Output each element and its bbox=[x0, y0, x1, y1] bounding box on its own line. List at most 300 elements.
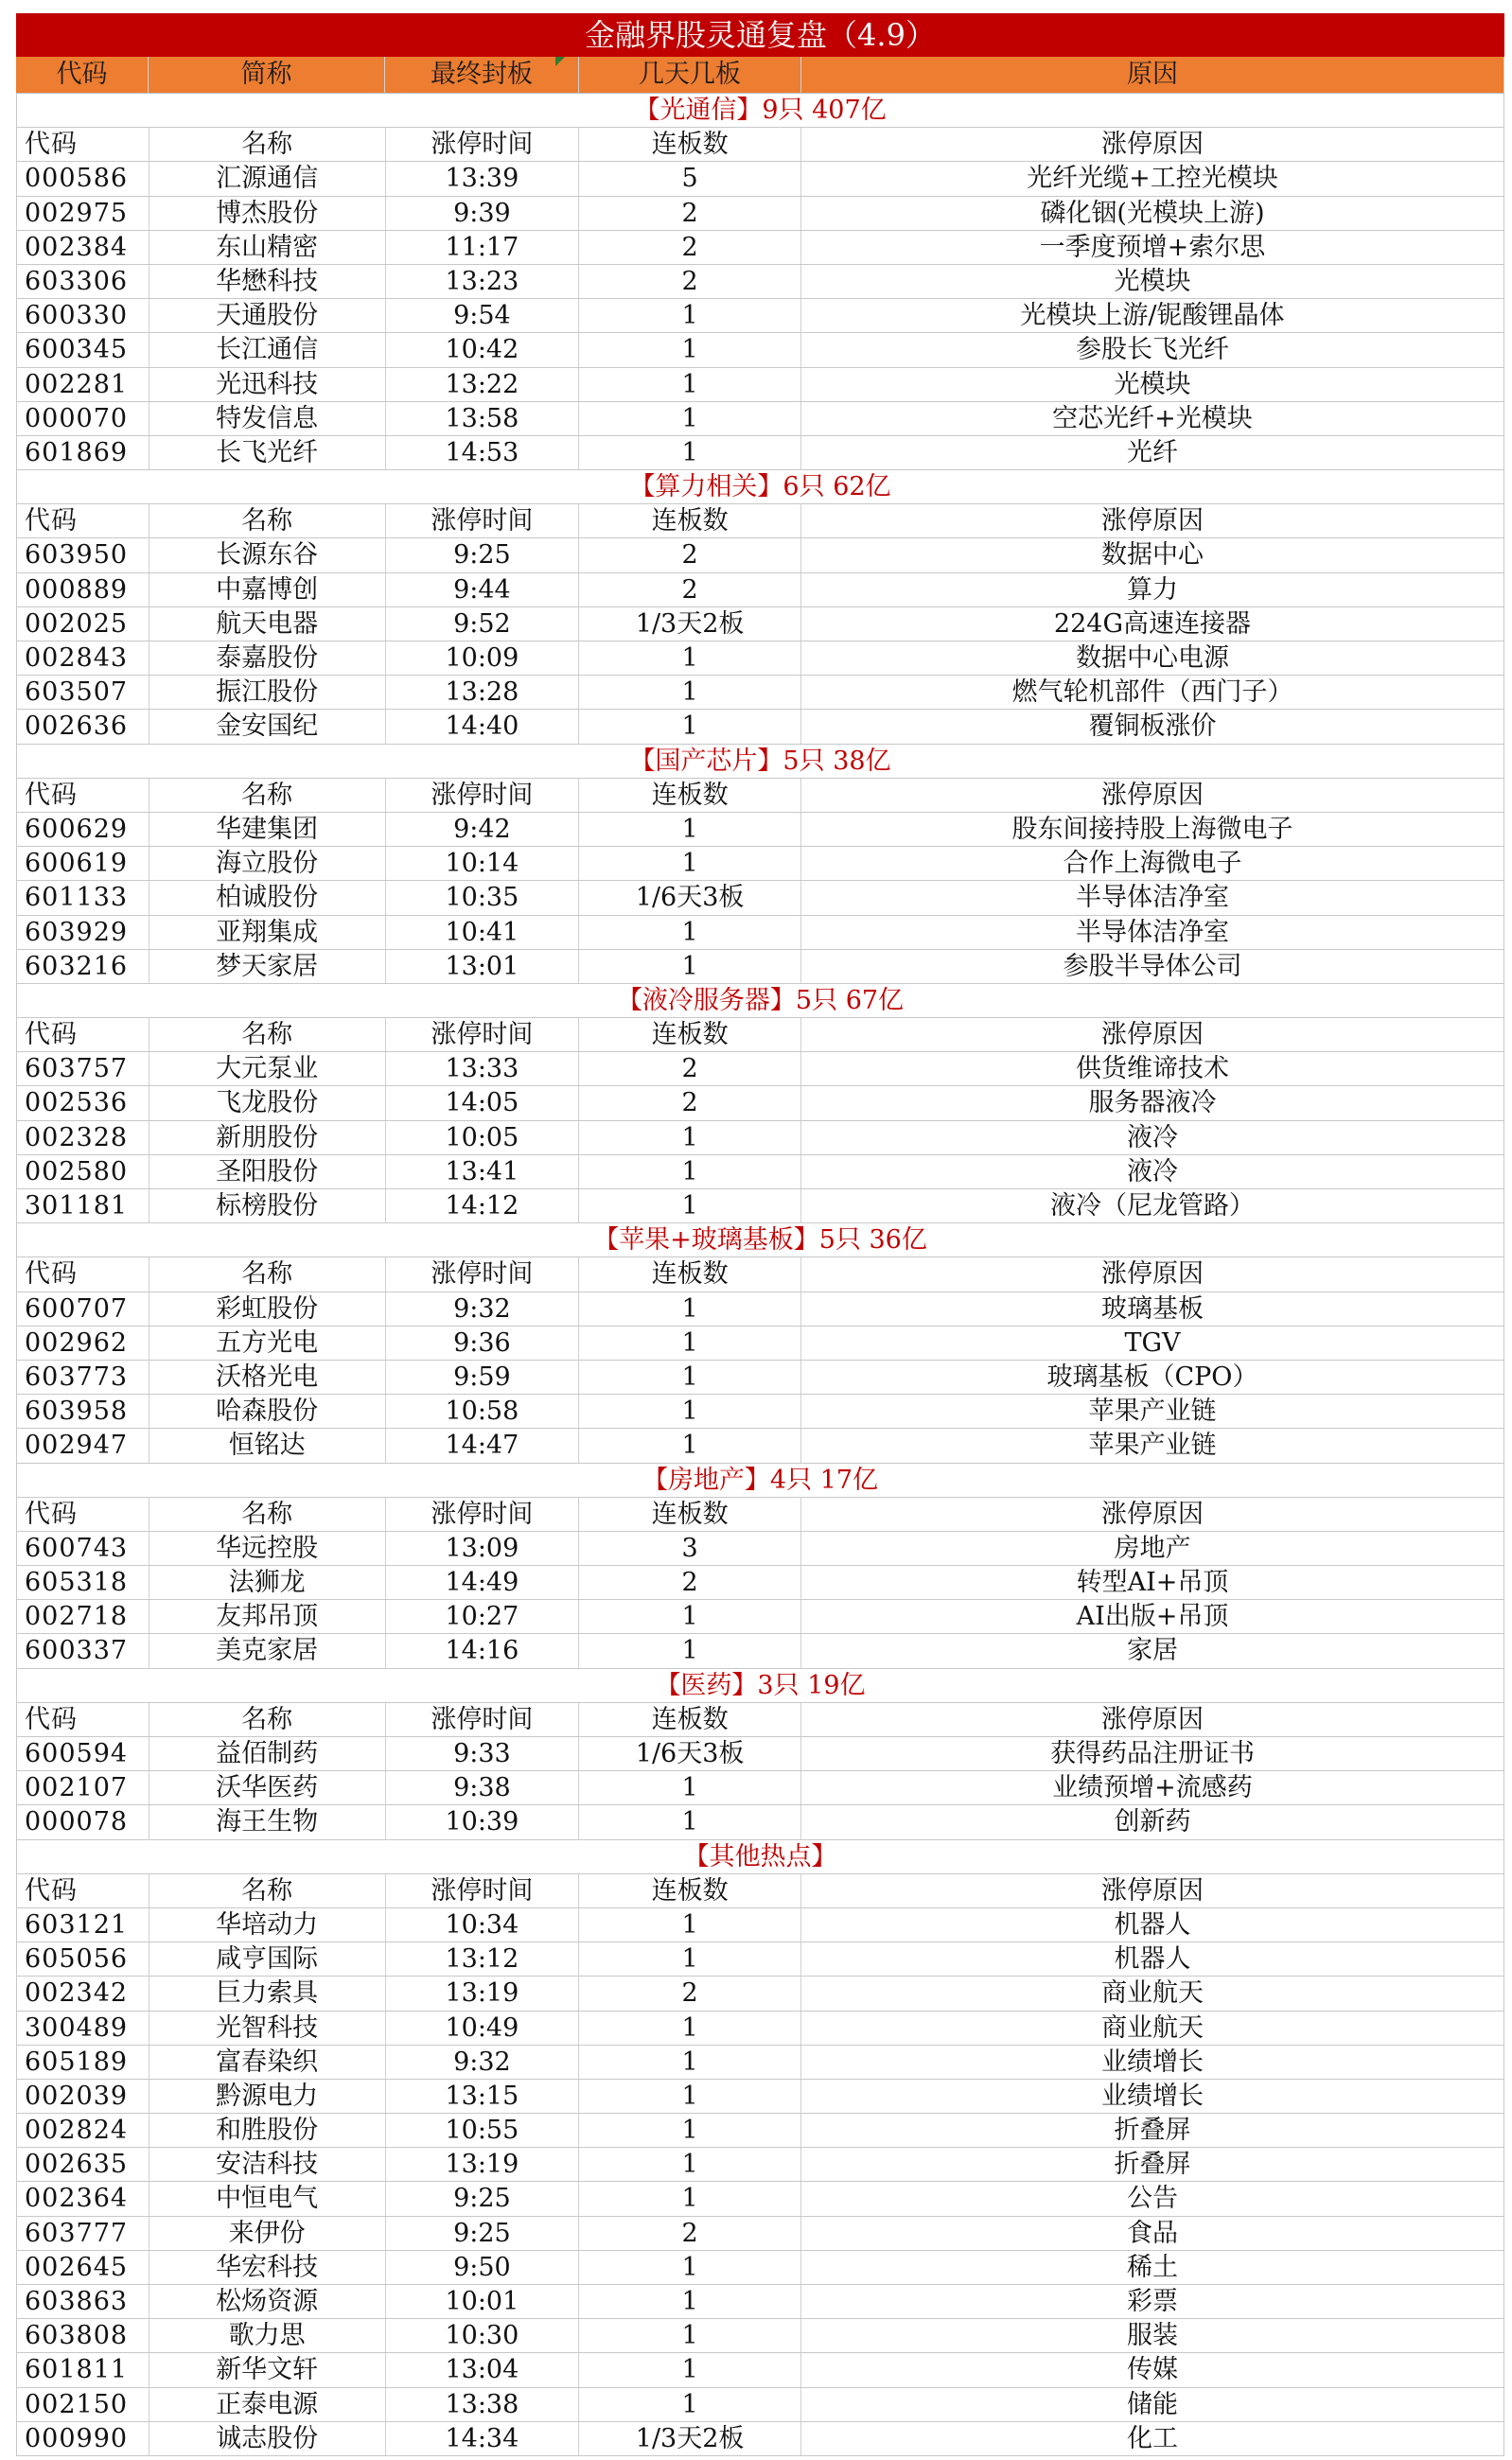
column-header-code: 代码 bbox=[17, 779, 149, 812]
cell-name: 东山精密 bbox=[149, 231, 386, 264]
sheet-body bbox=[16, 94, 1504, 2456]
section-title: 【苹果+玻璃基板】5只 36亿 bbox=[16, 1223, 1504, 1257]
cell-limit-time: 13:58 bbox=[386, 402, 580, 435]
column-header-row bbox=[16, 1498, 1504, 1532]
table-row bbox=[16, 1189, 1504, 1223]
cell-limit-time: 10:42 bbox=[386, 333, 580, 366]
column-header-limit-time: 涨停时间 bbox=[386, 1498, 580, 1531]
cell-code: 600707 bbox=[17, 1292, 149, 1326]
table-row bbox=[16, 1429, 1504, 1463]
cell-code: 002718 bbox=[17, 1600, 149, 1633]
cell-reason: TGV bbox=[1124, 1327, 1181, 1358]
cell-reason: 机器人 bbox=[1114, 1909, 1191, 1940]
table-row bbox=[16, 2182, 1504, 2216]
section-title: 【医药】3只 19亿 bbox=[16, 1669, 1504, 1703]
cell-limit-time: 14:47 bbox=[386, 1429, 580, 1462]
column-header-reason: 涨停原因 bbox=[1100, 1499, 1204, 1529]
table-row bbox=[16, 573, 1504, 607]
column-header-code: 代码 bbox=[17, 1874, 149, 1907]
cell-reason: 业绩增长 bbox=[1100, 2047, 1204, 2077]
cell-name: 益佰制药 bbox=[149, 1737, 386, 1770]
cell-limit-time: 10:39 bbox=[386, 1805, 580, 1838]
cell-code: 605189 bbox=[17, 2046, 149, 2079]
cell-code: 601869 bbox=[17, 436, 149, 469]
cell-reason: 折叠屏 bbox=[1114, 2150, 1191, 2180]
cell-name: 正泰电源 bbox=[149, 2388, 386, 2421]
cell-name: 光迅科技 bbox=[149, 368, 386, 401]
cell-limit-time: 10:05 bbox=[386, 1121, 580, 1154]
cell-limit-time: 10:09 bbox=[386, 641, 580, 675]
cell-board-count: 1 bbox=[579, 1189, 801, 1222]
cell-code: 002342 bbox=[17, 1977, 149, 2010]
cell-board-count: 1 bbox=[579, 2046, 801, 2079]
cell-name: 沃华医药 bbox=[149, 1771, 386, 1804]
cell-code: 603929 bbox=[17, 916, 149, 949]
table-row bbox=[16, 881, 1504, 915]
cell-name: 亚翔集成 bbox=[149, 916, 386, 949]
cell-code: 600337 bbox=[17, 1634, 149, 1667]
header-reason: 原因 bbox=[801, 57, 1504, 93]
cell-board-count: 1 bbox=[579, 1942, 801, 1976]
cell-reason: 光纤光缆+工控光模块 bbox=[1027, 164, 1278, 194]
table-row bbox=[16, 1634, 1504, 1668]
cell-limit-time: 14:40 bbox=[386, 710, 580, 743]
cell-limit-time: 10:01 bbox=[386, 2285, 580, 2318]
cell-board-count: 1 bbox=[579, 2148, 801, 2181]
cell-name: 华培动力 bbox=[149, 1908, 386, 1942]
cell-board-count: 1 bbox=[579, 402, 801, 435]
cell-limit-time: 9:25 bbox=[386, 2182, 580, 2215]
table-row bbox=[16, 2388, 1504, 2422]
cell-reason: 商业航天 bbox=[1100, 1978, 1204, 2009]
cell-board-count: 2 bbox=[579, 538, 801, 571]
cell-board-count: 1/6天3板 bbox=[579, 1737, 801, 1770]
cell-board-count: 2 bbox=[579, 197, 801, 230]
cell-limit-time: 10:58 bbox=[386, 1395, 580, 1428]
cell-limit-time: 9:25 bbox=[386, 2217, 580, 2250]
cell-board-count: 2 bbox=[579, 1086, 801, 1119]
cell-reason: 苹果产业链 bbox=[1088, 1397, 1217, 1427]
cell-board-count: 1 bbox=[579, 368, 801, 401]
cell-board-count: 1 bbox=[579, 2251, 801, 2284]
cell-limit-time: 9:42 bbox=[386, 813, 580, 846]
cell-reason: 供货维谛技术 bbox=[1075, 1054, 1229, 1084]
cell-code: 002364 bbox=[17, 2182, 149, 2215]
table-row bbox=[16, 2080, 1504, 2114]
cell-board-count: 1 bbox=[579, 710, 801, 743]
cell-code: 002824 bbox=[17, 2114, 149, 2147]
column-header-name: 名称 bbox=[149, 779, 386, 812]
cell-board-count: 1 bbox=[579, 299, 801, 332]
cell-reason: 房地产 bbox=[1114, 1533, 1191, 1563]
table-row bbox=[16, 1052, 1504, 1086]
cell-board-count: 2 bbox=[579, 231, 801, 264]
table-row bbox=[16, 299, 1504, 333]
cell-limit-time: 14:53 bbox=[386, 436, 580, 469]
cell-board-count: 1 bbox=[579, 1634, 801, 1667]
cell-reason: 化工 bbox=[1126, 2423, 1178, 2453]
column-header-code: 代码 bbox=[17, 1257, 149, 1291]
table-row bbox=[16, 1121, 1504, 1155]
cell-code: 603216 bbox=[17, 950, 149, 983]
cell-reason: 获得药品注册证书 bbox=[1049, 1739, 1255, 1768]
table-row bbox=[16, 813, 1504, 847]
cell-reason: AI出版+吊顶 bbox=[1076, 1602, 1229, 1632]
column-header-name: 名称 bbox=[149, 1257, 386, 1291]
cell-code: 603507 bbox=[17, 676, 149, 709]
cell-name: 松炀资源 bbox=[149, 2285, 386, 2318]
table-row bbox=[16, 197, 1504, 231]
cell-code: 600594 bbox=[17, 1737, 149, 1770]
cell-code: 002150 bbox=[17, 2388, 149, 2421]
cell-limit-time: 9:50 bbox=[386, 2251, 580, 2284]
cell-reason: 转型AI+吊顶 bbox=[1076, 1568, 1229, 1598]
column-header-row bbox=[16, 128, 1504, 162]
cell-name: 金安国纪 bbox=[149, 710, 386, 743]
column-header-row bbox=[16, 1018, 1504, 1052]
table-row bbox=[16, 607, 1504, 641]
cell-name: 安洁科技 bbox=[149, 2148, 386, 2181]
cell-board-count: 1 bbox=[579, 1292, 801, 1326]
cell-limit-time: 13:38 bbox=[386, 2388, 580, 2421]
table-row bbox=[16, 1737, 1504, 1771]
cell-reason: 苹果产业链 bbox=[1088, 1431, 1217, 1461]
cell-board-count: 2 bbox=[579, 1977, 801, 2010]
table-row bbox=[16, 333, 1504, 367]
cell-code: 603777 bbox=[17, 2217, 149, 2250]
header-code: 代码 bbox=[16, 57, 149, 93]
table-row bbox=[16, 2422, 1504, 2456]
cell-reason: 服务器液冷 bbox=[1088, 1088, 1217, 1118]
cell-reason: 玻璃基板（CPO） bbox=[1046, 1362, 1258, 1392]
cell-reason: 合作上海微电子 bbox=[1063, 849, 1242, 879]
table-row bbox=[16, 1155, 1504, 1189]
cell-board-count: 1 bbox=[579, 916, 801, 949]
cell-reason: 折叠屏 bbox=[1114, 2116, 1191, 2146]
cell-name: 标榜股份 bbox=[149, 1189, 386, 1222]
column-header-row bbox=[16, 1874, 1504, 1908]
column-header-reason: 涨停原因 bbox=[1100, 1020, 1204, 1050]
cell-name: 华建集团 bbox=[149, 813, 386, 846]
cell-reason: 商业航天 bbox=[1100, 2012, 1204, 2043]
cell-reason: 224G高速连接器 bbox=[1053, 608, 1252, 639]
column-header-reason: 涨停原因 bbox=[1100, 780, 1204, 810]
cell-name: 海王生物 bbox=[149, 1805, 386, 1838]
cell-reason: 稀土 bbox=[1126, 2252, 1178, 2282]
table-row bbox=[16, 2012, 1504, 2046]
cell-name: 博杰股份 bbox=[149, 197, 386, 230]
table-row bbox=[16, 676, 1504, 710]
cell-reason: 半导体洁净室 bbox=[1075, 917, 1229, 947]
cell-name: 长江通信 bbox=[149, 333, 386, 366]
cell-limit-time: 14:49 bbox=[386, 1566, 580, 1599]
table-row bbox=[16, 1361, 1504, 1395]
column-header-name: 名称 bbox=[149, 1703, 386, 1736]
cell-code: 605056 bbox=[17, 1942, 149, 1976]
table-row bbox=[16, 847, 1504, 881]
cell-limit-time: 13:12 bbox=[386, 1942, 580, 1976]
cell-limit-time: 10:55 bbox=[386, 2114, 580, 2147]
cell-board-count: 1 bbox=[579, 950, 801, 983]
cell-board-count: 1 bbox=[579, 1908, 801, 1942]
cell-limit-time: 14:05 bbox=[386, 1086, 580, 1119]
sheet-title: 金融界股灵通复盘（4.9） bbox=[16, 13, 1504, 57]
table-row bbox=[16, 2217, 1504, 2251]
table-row bbox=[16, 2046, 1504, 2080]
cell-name: 柏诚股份 bbox=[149, 881, 386, 914]
column-header-board-count: 连板数 bbox=[579, 1498, 801, 1531]
cell-code: 002947 bbox=[17, 1429, 149, 1462]
cell-name: 泰嘉股份 bbox=[149, 641, 386, 675]
cell-reason: 公告 bbox=[1126, 2184, 1178, 2214]
cell-code: 600619 bbox=[17, 847, 149, 880]
cell-name: 圣阳股份 bbox=[149, 1155, 386, 1188]
cell-limit-time: 13:41 bbox=[386, 1155, 580, 1188]
cell-code: 002025 bbox=[17, 607, 149, 641]
cell-name: 友邦吊顶 bbox=[149, 1600, 386, 1633]
cell-reason: 数据中心 bbox=[1100, 540, 1204, 571]
section-title: 【液冷服务器】5只 67亿 bbox=[16, 984, 1504, 1018]
cell-name: 华懋科技 bbox=[149, 265, 386, 298]
cell-reason: 储能 bbox=[1126, 2389, 1178, 2419]
cell-name: 富春染织 bbox=[149, 2046, 386, 2079]
cell-code: 002636 bbox=[17, 710, 149, 743]
cell-code: 002975 bbox=[17, 197, 149, 230]
cell-name: 华远控股 bbox=[149, 1532, 386, 1565]
cell-code: 002962 bbox=[17, 1327, 149, 1360]
cell-code: 603773 bbox=[17, 1361, 149, 1394]
cell-reason: 液冷（尼龙管路） bbox=[1049, 1191, 1255, 1221]
cell-board-count: 1/6天3板 bbox=[579, 881, 801, 914]
column-header-board-count: 连板数 bbox=[579, 504, 801, 537]
table-row bbox=[16, 162, 1504, 196]
table-row bbox=[16, 2319, 1504, 2353]
cell-reason: 彩票 bbox=[1126, 2287, 1178, 2316]
cell-board-count: 1/3天2板 bbox=[579, 607, 801, 641]
table-row bbox=[16, 1327, 1504, 1361]
cell-limit-time: 9:39 bbox=[386, 197, 580, 230]
cell-limit-time: 9:36 bbox=[386, 1327, 580, 1360]
cell-reason: 光模块上游/铌酸锂晶体 bbox=[1020, 301, 1285, 331]
column-header-code: 代码 bbox=[17, 1498, 149, 1531]
cell-board-count: 5 bbox=[579, 162, 801, 195]
cell-name: 咸亨国际 bbox=[149, 1942, 386, 1976]
cell-board-count: 1 bbox=[579, 676, 801, 709]
table-row bbox=[16, 1942, 1504, 1977]
cell-code: 600743 bbox=[17, 1532, 149, 1565]
cell-limit-time: 9:33 bbox=[386, 1737, 580, 1770]
table-row bbox=[16, 368, 1504, 402]
cell-reason: 一季度预增+索尔思 bbox=[1039, 232, 1266, 262]
cell-limit-time: 9:52 bbox=[386, 607, 580, 641]
table-row bbox=[16, 916, 1504, 950]
cell-name: 梦天家居 bbox=[149, 950, 386, 983]
cell-name: 哈森股份 bbox=[149, 1395, 386, 1428]
cell-name: 诚志股份 bbox=[149, 2422, 386, 2455]
table-row bbox=[16, 710, 1504, 744]
table-row bbox=[16, 1771, 1504, 1805]
cell-name: 航天电器 bbox=[149, 607, 386, 641]
cell-board-count: 2 bbox=[579, 573, 801, 606]
cell-reason: 服装 bbox=[1126, 2321, 1178, 2351]
cell-reason: 参股长飞光纤 bbox=[1075, 335, 1229, 365]
cell-reason: 参股半导体公司 bbox=[1063, 951, 1242, 981]
cell-code: 603306 bbox=[17, 265, 149, 298]
table-row bbox=[16, 1395, 1504, 1429]
column-header-limit-time: 涨停时间 bbox=[386, 1257, 580, 1291]
cell-reason: 业绩增长 bbox=[1100, 2081, 1204, 2111]
column-header-name: 名称 bbox=[149, 1498, 386, 1531]
column-header-limit-time: 涨停时间 bbox=[386, 128, 580, 161]
column-header-row bbox=[16, 779, 1504, 813]
cell-limit-time: 10:27 bbox=[386, 1600, 580, 1633]
table-row bbox=[16, 2114, 1504, 2148]
column-header-limit-time: 涨停时间 bbox=[386, 504, 580, 537]
column-header-row bbox=[16, 504, 1504, 538]
cell-name: 黔源电力 bbox=[149, 2080, 386, 2113]
cell-code: 603863 bbox=[17, 2285, 149, 2318]
cell-board-count: 1 bbox=[579, 1361, 801, 1394]
cell-reason: 半导体洁净室 bbox=[1075, 883, 1229, 913]
column-header-name: 名称 bbox=[149, 504, 386, 537]
column-header-board-count: 连板数 bbox=[579, 1018, 801, 1051]
cell-reason: 食品 bbox=[1126, 2218, 1178, 2248]
cell-name: 歌力思 bbox=[149, 2319, 386, 2352]
cell-reason: 创新药 bbox=[1114, 1807, 1191, 1837]
cell-code: 605318 bbox=[17, 1566, 149, 1599]
cell-board-count: 3 bbox=[579, 1532, 801, 1565]
cell-limit-time: 9:38 bbox=[386, 1771, 580, 1804]
cell-limit-time: 13:39 bbox=[386, 162, 580, 195]
cell-name: 和胜股份 bbox=[149, 2114, 386, 2147]
section-title: 【光通信】9只 407亿 bbox=[16, 94, 1504, 128]
table-row bbox=[16, 2148, 1504, 2182]
cell-code: 002039 bbox=[17, 2080, 149, 2113]
cell-board-count: 1 bbox=[579, 1771, 801, 1804]
cell-limit-time: 10:49 bbox=[386, 2012, 580, 2045]
cell-code: 603121 bbox=[17, 1908, 149, 1942]
cell-code: 300489 bbox=[17, 2012, 149, 2045]
cell-reason: 家居 bbox=[1126, 1636, 1178, 1666]
cell-limit-time: 13:01 bbox=[386, 950, 580, 983]
cell-code: 002580 bbox=[17, 1155, 149, 1188]
cell-board-count: 1 bbox=[579, 1805, 801, 1838]
cell-reason: 覆铜板涨价 bbox=[1088, 712, 1217, 742]
table-row bbox=[16, 538, 1504, 572]
cell-board-count: 1 bbox=[579, 2285, 801, 2318]
column-header-board-count: 连板数 bbox=[579, 1257, 801, 1291]
cell-code: 301181 bbox=[17, 1189, 149, 1222]
column-header-reason: 涨停原因 bbox=[1100, 130, 1204, 160]
cell-name: 巨力索具 bbox=[149, 1977, 386, 2010]
column-header-reason: 涨停原因 bbox=[1100, 1259, 1204, 1290]
column-header-limit-time: 涨停时间 bbox=[386, 1703, 580, 1736]
cell-reason: 机器人 bbox=[1114, 1944, 1191, 1975]
table-row bbox=[16, 231, 1504, 265]
cell-limit-time: 10:35 bbox=[386, 881, 580, 914]
column-header-board-count: 连板数 bbox=[579, 1703, 801, 1736]
cell-board-count: 1 bbox=[579, 1327, 801, 1360]
cell-code: 002384 bbox=[17, 231, 149, 264]
column-header-limit-time: 涨停时间 bbox=[386, 1018, 580, 1051]
column-header-name: 名称 bbox=[149, 1018, 386, 1051]
cell-limit-time: 13:19 bbox=[386, 2148, 580, 2181]
cell-board-count: 2 bbox=[579, 265, 801, 298]
section-title: 【国产芯片】5只 38亿 bbox=[16, 745, 1504, 779]
column-header-code: 代码 bbox=[17, 1018, 149, 1051]
cell-board-count: 1 bbox=[579, 1121, 801, 1154]
cell-limit-time: 10:34 bbox=[386, 1908, 580, 1942]
table-row bbox=[16, 2285, 1504, 2319]
cell-limit-time: 9:32 bbox=[386, 1292, 580, 1326]
cell-limit-time: 13:28 bbox=[386, 676, 580, 709]
cell-code: 000586 bbox=[17, 162, 149, 195]
column-header-board-count: 连板数 bbox=[579, 779, 801, 812]
cell-board-count: 1 bbox=[579, 2182, 801, 2215]
cell-name: 恒铭达 bbox=[149, 1429, 386, 1462]
cell-name: 飞龙股份 bbox=[149, 1086, 386, 1119]
cell-code: 601133 bbox=[17, 881, 149, 914]
cell-board-count: 1 bbox=[579, 2114, 801, 2147]
cell-board-count: 1 bbox=[579, 2353, 801, 2386]
cell-board-count: 1 bbox=[579, 1600, 801, 1633]
cell-limit-time: 10:14 bbox=[386, 847, 580, 880]
table-row bbox=[16, 2251, 1504, 2285]
cell-name: 汇源通信 bbox=[149, 162, 386, 195]
cell-board-count: 1 bbox=[579, 1395, 801, 1428]
cell-reason: 传媒 bbox=[1126, 2355, 1178, 2385]
cell-name: 华宏科技 bbox=[149, 2251, 386, 2284]
cell-board-count: 1 bbox=[579, 641, 801, 675]
table-row bbox=[16, 2353, 1504, 2387]
main-header-row bbox=[16, 57, 1504, 94]
cell-limit-time: 9:54 bbox=[386, 299, 580, 332]
cell-limit-time: 13:09 bbox=[386, 1532, 580, 1565]
column-header-code: 代码 bbox=[17, 504, 149, 537]
table-row bbox=[16, 1566, 1504, 1600]
cell-limit-time: 9:32 bbox=[386, 2046, 580, 2079]
column-header-limit-time: 涨停时间 bbox=[386, 779, 580, 812]
cell-code: 002281 bbox=[17, 368, 149, 401]
cell-board-count: 2 bbox=[579, 1052, 801, 1085]
table-row bbox=[16, 1292, 1504, 1327]
column-header-reason: 涨停原因 bbox=[1100, 1704, 1204, 1734]
cell-board-count: 1 bbox=[579, 436, 801, 469]
table-row bbox=[16, 1908, 1504, 1942]
cell-reason: 玻璃基板 bbox=[1100, 1293, 1204, 1324]
cell-code: 002536 bbox=[17, 1086, 149, 1119]
table-row bbox=[16, 1086, 1504, 1120]
cell-board-count: 1/3天2板 bbox=[579, 2422, 801, 2455]
cell-code: 002645 bbox=[17, 2251, 149, 2284]
cell-board-count: 1 bbox=[579, 847, 801, 880]
cell-name: 法狮龙 bbox=[149, 1566, 386, 1599]
cell-limit-time: 14:16 bbox=[386, 1634, 580, 1667]
cell-name: 长源东谷 bbox=[149, 538, 386, 571]
cell-board-count: 1 bbox=[579, 1155, 801, 1188]
cell-limit-time: 9:44 bbox=[386, 573, 580, 606]
cell-limit-time: 14:34 bbox=[386, 2422, 580, 2455]
limit-up-review-sheet bbox=[16, 13, 1504, 2456]
cell-name: 新朋股份 bbox=[149, 1121, 386, 1154]
table-row bbox=[16, 265, 1504, 299]
cell-limit-time: 10:41 bbox=[386, 916, 580, 949]
cell-reason: 股东间接持股上海微电子 bbox=[1011, 814, 1293, 844]
cell-name: 光智科技 bbox=[149, 2012, 386, 2045]
column-header-limit-time: 涨停时间 bbox=[386, 1874, 580, 1907]
table-row bbox=[16, 1977, 1504, 2011]
cell-code: 603958 bbox=[17, 1395, 149, 1428]
